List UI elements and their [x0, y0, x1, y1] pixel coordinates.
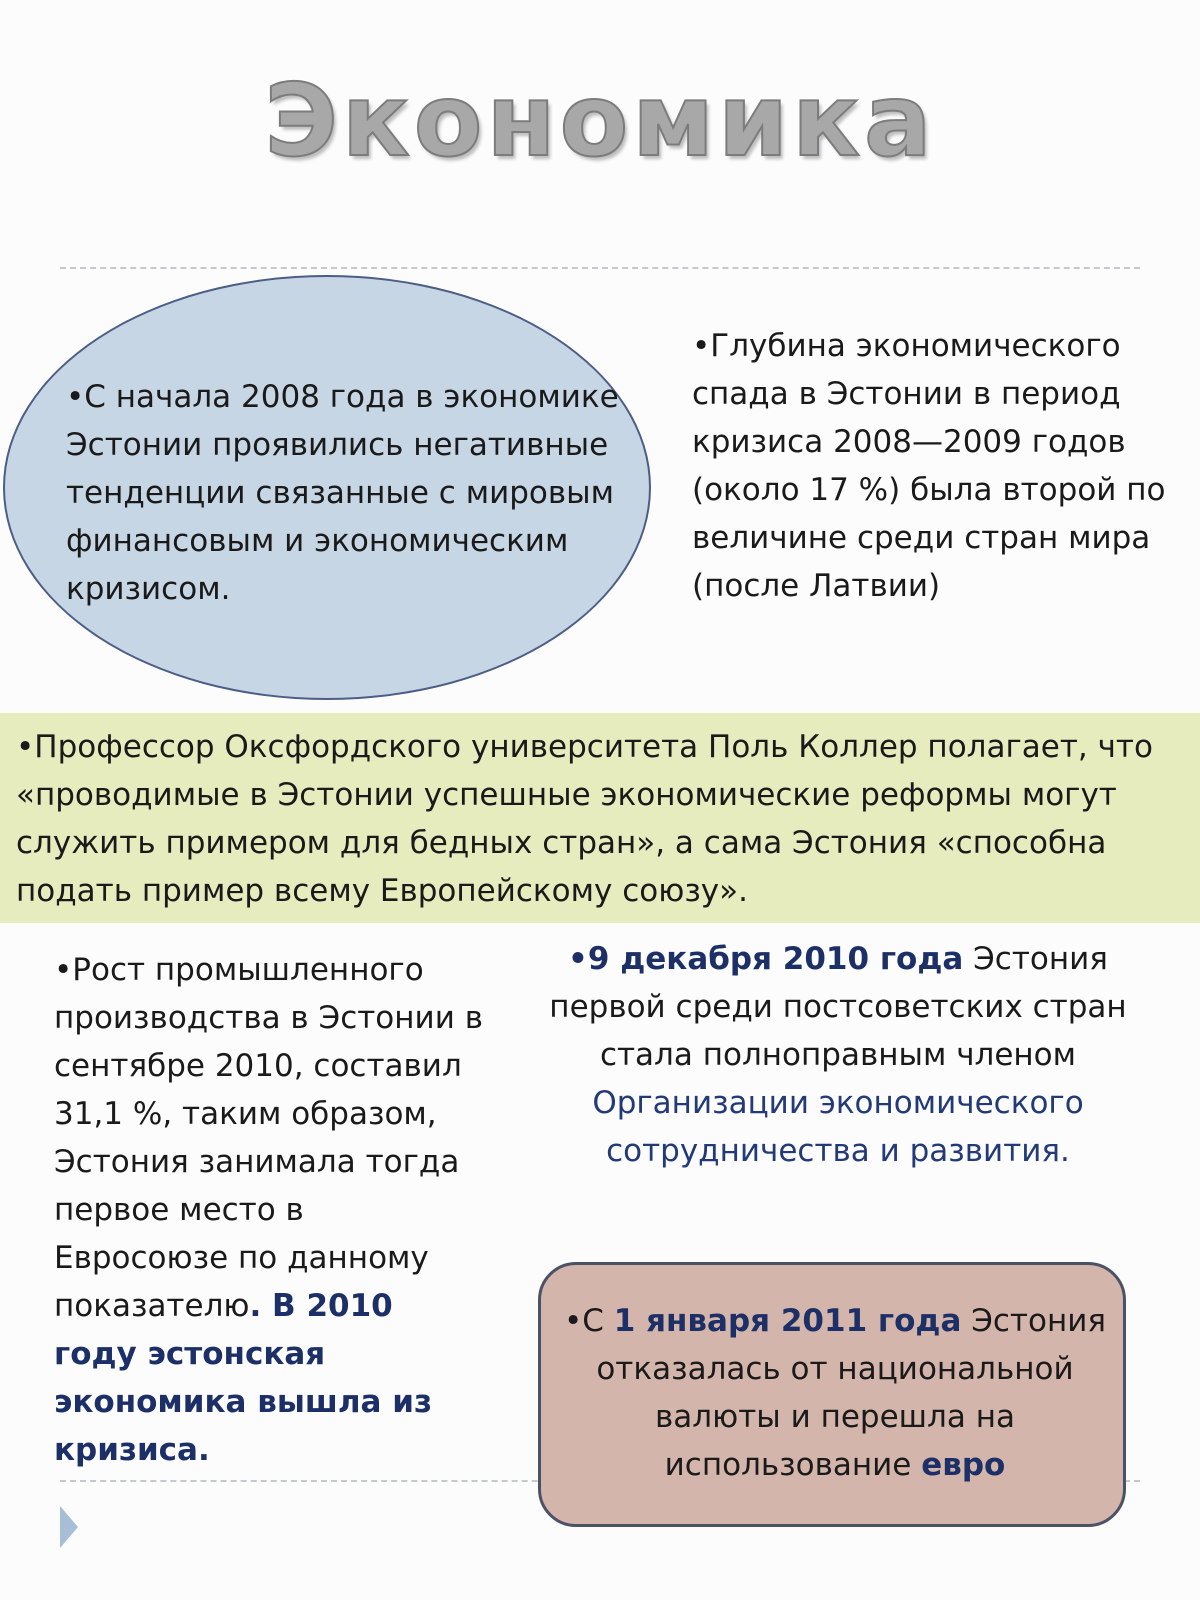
euro-date-highlight: 1 января 2011 года — [613, 1303, 962, 1339]
oecd-date-highlight: •9 декабря 2010 года — [568, 941, 964, 977]
oecd-link[interactable]: Организации экономического сотрудничества и развития. — [592, 1085, 1084, 1169]
quote-text: •Профессор Оксфордского университета Поль Коллер полагает, что «проводимые в Эстонии успешные экономические реформы могут служить примером для бедных стран», а сама Эстония «способна подать пример всему Европейскому союзу». — [16, 729, 1153, 909]
euro-prefix: •С — [563, 1303, 614, 1339]
industrial-growth-body: •Рост промышленного производства в Эстонии в сентябре 2010, составил 31,1 %, таким образом, Эстония занимала тогда первое место в Евросоюзе по данному показателю — [54, 952, 483, 1324]
slide-title: Экономика — [264, 62, 936, 179]
oecd-body: Эстония первой среди постсоветских стран стала полноправным членом — [549, 941, 1127, 1073]
euro-body: Эстония отказалась от национальной валюты и перешла на использование — [596, 1303, 1107, 1483]
oecd-text — [538, 935, 1138, 1175]
industrial-growth-text — [54, 946, 484, 1474]
euro-text — [560, 1297, 1110, 1489]
recession-depth-text: •Глубина экономического спада в Эстонии в период кризиса 2008—2009 годов (около 17 %) была второй по величине среди стран мира (после Латвии) — [692, 328, 1166, 604]
next-slide-arrow-icon[interactable] — [60, 1506, 78, 1548]
euro-currency-highlight: евро — [921, 1447, 1006, 1483]
ellipse-text: •С начала 2008 года в экономике Эстонии проявились негативные тенденции связанные с мировым финансовым и экономическим кризисом. — [66, 379, 619, 607]
crisis-exit-highlight: . В 2010 году эстонская экономика вышла из кризиса. — [54, 1288, 432, 1468]
top-divider — [60, 267, 1140, 269]
